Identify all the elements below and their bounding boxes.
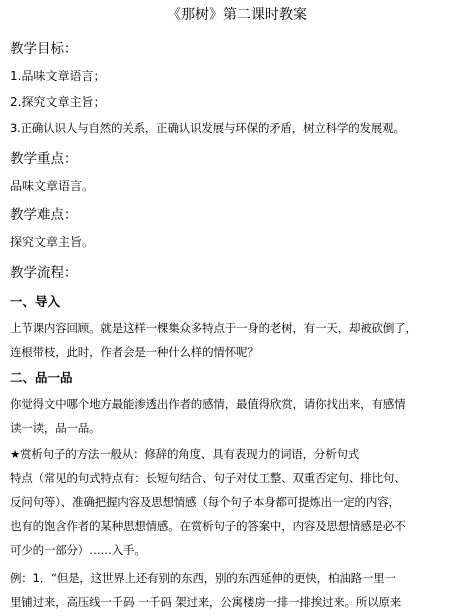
- objectives-heading: 教学目标：: [10, 41, 78, 57]
- paragraph-line: 反问句等）、准确把握内容及思想情感（每个句子本身都可提炼出一定的内容，: [10, 495, 400, 509]
- paragraph-line: 读一读，品一品。: [10, 421, 101, 435]
- paragraph-line: 上节课内容回顾。就是这样一棵集众多特点于一身的老树，有一天，却被砍倒了，: [10, 321, 417, 335]
- paragraph-line: 也有的饱含作者的某种思想情感。在赏析句子的答案中，内容及思想情感是必不: [10, 519, 406, 533]
- paragraph-line: 你觉得文中哪个地方最能渗透出作者的感情，最值得欣赏，请你找出来，有感情: [10, 397, 406, 411]
- paragraph-line: 可少的一部分）……入手。: [10, 543, 146, 557]
- objective-item: 1.品味文章语言；: [10, 69, 106, 83]
- objective-item: 3.正确认识人与自然的关系，正确认识发展与环保的矛盾，树立科学的发展观。: [10, 121, 405, 135]
- section-heading: 二、品一品: [10, 370, 73, 385]
- section-heading: 一、导入: [10, 294, 61, 309]
- difficulty-heading: 教学难点：: [10, 207, 78, 223]
- paragraph-line: 连根带枝，此时，作者会是一种什么样的情怀呢？: [10, 345, 259, 359]
- paragraph-line: 里铺过来，高压线一千码 一千码 架过来，公寓楼房一排一排挨过来。所以原来: [10, 595, 402, 609]
- paragraph-line: 例：1．“但是，这世界上还有别的东西，别的东西延伸的更快，柏油路一里一: [10, 571, 396, 585]
- paragraph-line: 特点（常见的句式特点有：长短句结合、句子对仗工整、双重否定句、排比句、: [10, 471, 406, 485]
- paragraph-line: ★赏析句子的方法一般从：修辞的角度、具有表现力的词语，分析句式: [10, 447, 360, 461]
- process-heading: 教学流程：: [10, 265, 78, 281]
- difficulty-text: 探究文章主旨。: [10, 235, 95, 249]
- key-point-text: 品味文章语言。: [10, 179, 95, 193]
- key-point-heading: 教学重点：: [10, 151, 78, 167]
- objective-item: 2.探究文章主旨；: [10, 95, 106, 109]
- document-title: 《那树》第二课时教案: [167, 7, 307, 23]
